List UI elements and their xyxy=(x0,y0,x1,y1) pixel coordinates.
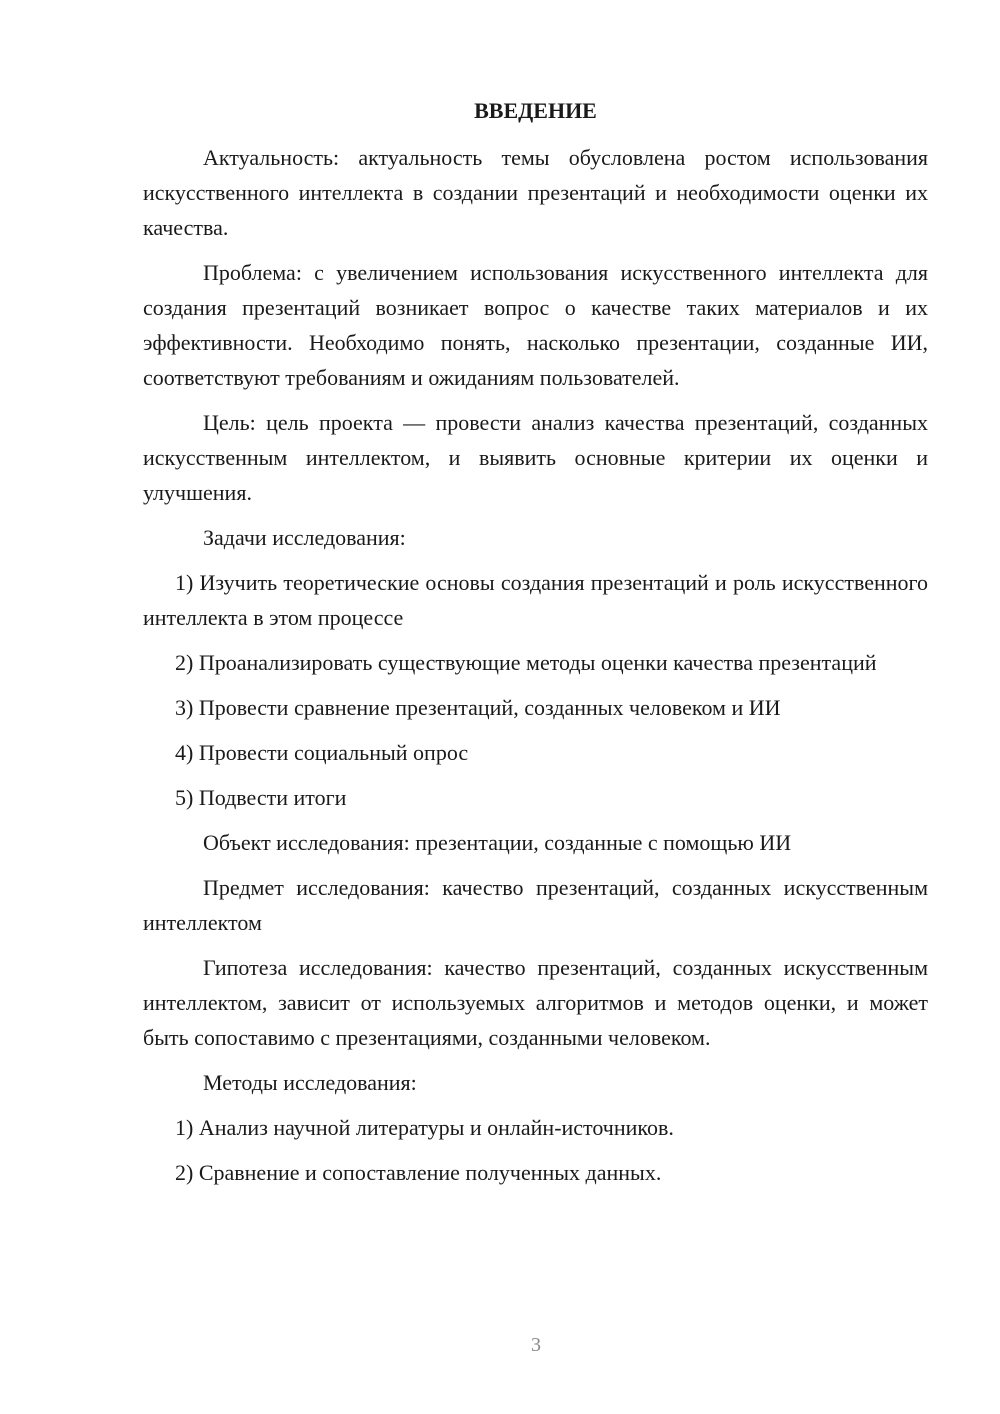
method-item-1: 1) Анализ научной литературы и онлайн-источников. xyxy=(175,1115,674,1140)
page-number: 3 xyxy=(531,1334,541,1356)
paragraph-goal: Цель: цель проекта — провести анализ качества презентаций, созданных искусственным интеллектом, и выявить основные критерии их оценки и улучшения. xyxy=(143,410,928,505)
paragraph-tasks-heading: Задачи исследования: xyxy=(203,525,406,550)
paragraph-object: Объект исследования: презентации, созданные с помощью ИИ xyxy=(203,830,792,855)
task-item-3: 3) Провести сравнение презентаций, созданных человеком и ИИ xyxy=(175,695,781,720)
paragraph-hypothesis: Гипотеза исследования: качество презентаций, созданных искусственным интеллектом, зависит от используемых алгоритмов и методов оценки, и может быть сопоставимо с презентациями, созданными человеком. xyxy=(143,955,928,1050)
task-item-1: 1) Изучить теоретические основы создания презентаций и роль искусственного интеллекта в этом процессе xyxy=(143,570,928,630)
task-item-5: 5) Подвести итоги xyxy=(175,785,347,810)
method-item-2: 2) Сравнение и сопоставление полученных данных. xyxy=(175,1160,662,1185)
paragraph-methods-heading: Методы исследования: xyxy=(203,1070,417,1095)
page-title: ВВЕДЕНИЕ xyxy=(474,98,597,123)
paragraph-relevance: Актуальность: актуальность темы обусловлена ростом использования искусственного интеллекта в создании презентаций и необходимости оценки их качества. xyxy=(143,145,928,240)
paragraph-problem: Проблема: с увеличением использования искусственного интеллекта для создания презентаций возникает вопрос о качестве таких материалов и их эффективности. Необходимо понять, насколько презентации, созданные ИИ, соответствуют требованиям и ожиданиям пользователей. xyxy=(143,260,928,390)
paragraph-subject: Предмет исследования: качество презентаций, созданных искусственным интеллектом xyxy=(143,875,928,935)
task-item-2: 2) Проанализировать существующие методы оценки качества презентаций xyxy=(175,650,877,675)
task-item-4: 4) Провести социальный опрос xyxy=(175,740,469,765)
page-content xyxy=(143,96,928,1200)
